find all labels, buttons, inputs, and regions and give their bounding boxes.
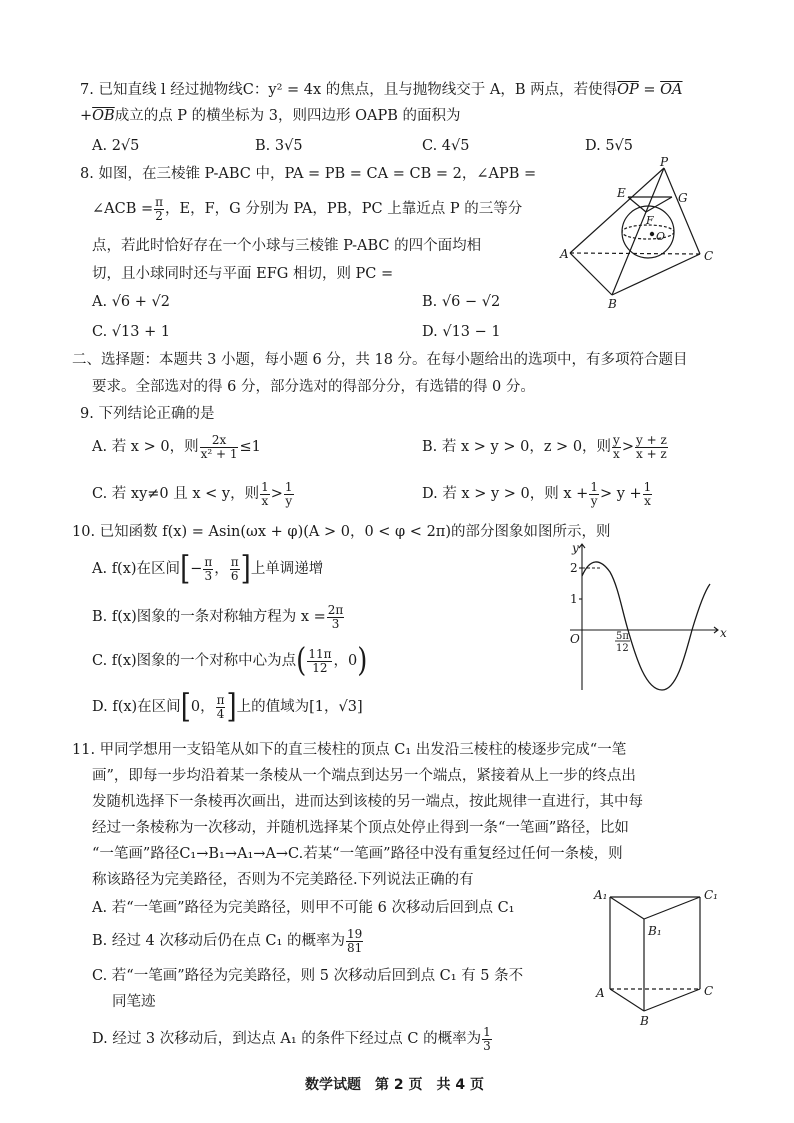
q9-b-gt: > (621, 439, 634, 455)
q10-d-num: π (216, 692, 225, 707)
q8-angle: ∠ACB = (92, 201, 154, 217)
q9-c-pre: C. 若 xy≠0 且 x < y，则 (92, 486, 260, 502)
y-tick-1-label: 1 (570, 592, 578, 606)
q9-c-den2: y (285, 493, 293, 508)
q11-d-den: 3 (483, 1038, 491, 1053)
q8-option-c: C. √13 + 1 (92, 324, 171, 340)
label-o: O (656, 230, 666, 243)
label-b: B (640, 1014, 649, 1028)
q8-stem-line3: 点，若此时恰好存在一个小球与三棱锥 P-ABC 的四个面均相 (92, 238, 482, 254)
q7-line1-text: 7. 已知直线 l 经过抛物线C：y² = 4x 的焦点，且与抛物线交于 A，B 两点，若使得 (80, 82, 618, 98)
q10-option-c (92, 644, 367, 678)
label-a: A (596, 986, 605, 1000)
q10-sine-graph (560, 540, 730, 695)
q7-option-d: D. 5√5 (585, 138, 634, 154)
label-c: C (704, 249, 714, 263)
q10-c-den: 12 (312, 660, 328, 675)
q9-d-den1: y (590, 493, 598, 508)
q10-d-zero: 0， (190, 699, 215, 715)
q11-stem-line2: 画”，即每一步均沿着某一条棱从一个端点到达另一个端点，紧接着从上一步的终点出 (92, 768, 636, 784)
q7-option-b: B. 3√5 (255, 138, 303, 154)
center-point-o (650, 232, 653, 235)
q11-stem-line1: 11. 甲同学想用一支铅笔从如下的直三棱柱的顶点 C₁ 出发沿三棱柱的棱逐步完成“一笔 (72, 742, 627, 758)
q10-a-minus: − (190, 561, 203, 577)
q9-d-den2: x (644, 493, 651, 508)
q9-c-frac1 (260, 481, 270, 508)
q11-stem-line4: 经过一条棱称为一次移动，并随机选择某个顶点处停止得到一条“一笔画”路径，比如 (92, 820, 629, 836)
vector-oa: $\overline{OA}$ (660, 82, 683, 98)
q7-option-c: C. 4√5 (422, 138, 470, 154)
q8-stem-line4: 切，且小球同时还与平面 EFG 相切，则 PC = (92, 266, 394, 282)
q8-stem-line2 (92, 194, 522, 224)
edge-bc (644, 989, 700, 1011)
q9-option-c (92, 477, 295, 511)
q10-b-frac (327, 604, 345, 631)
label-g: G (678, 191, 688, 205)
label-p: P (660, 155, 669, 169)
q10-d-lbracket: [ (180, 688, 191, 726)
q8-line2-text: ，E，F，G 分别为 PA，PB，PC 上靠近点 P 的三等分 (165, 201, 523, 217)
q9-a-num: 2x (200, 434, 239, 448)
q11-d-frac (482, 1026, 492, 1053)
q10-a-post: 上单调递增 (250, 561, 324, 577)
q8-stem-line1: 8. 如图，在三棱锥 P-ABC 中，PA = PB = CA = CB = 2，∠APB = (80, 166, 537, 182)
q10-c-lparen: ( (296, 642, 307, 680)
q11-d-pre: D. 经过 3 次移动后，到达点 A₁ 的条件下经过点 C 的概率为 (92, 1031, 482, 1047)
q9-b-den1: x (613, 446, 620, 461)
q9-c-den1: x (261, 493, 269, 508)
q10-b-pre: B. f(x)图象的一条对称轴方程为 x = (92, 609, 326, 625)
q10-a-rbracket: ] (240, 550, 251, 588)
edge-bc (612, 254, 700, 295)
origin-label: O (570, 632, 580, 646)
q10-c-pre: C. f(x)图象的一个对称中心为点 (92, 653, 297, 669)
label-a: A (560, 247, 569, 261)
sine-curve (582, 562, 710, 690)
q8-fraction (154, 196, 164, 223)
q9-c-num2: 1 (284, 479, 293, 494)
q10-c-frac (307, 648, 332, 675)
q9-d-num1: 1 (590, 479, 598, 494)
q10-c-post: ，0 (333, 653, 358, 669)
q9-a-pre: A. 若 x > 0，则 (92, 439, 199, 455)
q9-b-pre: B. 若 x > y > 0，z > 0，则 (422, 439, 612, 455)
q9-b-frac2 (635, 434, 668, 461)
q7-eq: = (638, 82, 661, 98)
q11-option-d (92, 1022, 493, 1056)
q9-b-frac1 (612, 434, 621, 461)
q11-d-num: 1 (483, 1024, 491, 1039)
q11-stem-line3: 发随机选择下一条棱再次画出，进而达到该棱的另一端点，按此规律一直进行，其中每 (92, 794, 643, 810)
q11-prism-figure (590, 885, 730, 1035)
q9-option-d (422, 477, 653, 511)
q9-stem: 9. 下列结论正确的是 (80, 406, 215, 422)
q11-option-a: A. 若“一笔画”路径为完美路径，则甲不可能 6 次移动后回到点 C₁ (92, 900, 515, 916)
q9-c-frac2 (284, 481, 294, 508)
q9-d-frac2 (643, 481, 653, 508)
q10-a-d2: 6 (230, 568, 239, 583)
q8-option-b: B. √6 − √2 (422, 294, 501, 310)
q10-a-frac2 (230, 556, 240, 583)
vector-op: $\overline{OP}$ (617, 82, 639, 98)
q9-b-num2: y + z (635, 432, 667, 447)
q9-c-num1: 1 (261, 479, 269, 494)
q10-a-n2: π (230, 554, 239, 569)
x-tick-den: 12 (616, 643, 629, 654)
q10-d-frac (216, 694, 226, 721)
q10-c-rparen: ) (357, 642, 368, 680)
section2-heading-line2: 要求。全部选对的得 6 分，部分选对的得部分分，有选错的得 0 分。 (92, 379, 535, 395)
q9-a-post: ≤1 (239, 439, 261, 455)
label-c1: C₁ (704, 888, 718, 902)
q10-a-pre: A. f(x)在区间 (92, 561, 181, 577)
q9-d-mid: > y + (599, 486, 642, 502)
label-e: E (617, 186, 626, 200)
label-b: B (608, 297, 617, 311)
label-b1: B₁ (648, 924, 662, 938)
q9-option-a (92, 430, 261, 464)
label-f: F (646, 214, 654, 227)
y-tick-2-label: 2 (570, 561, 578, 575)
edge-ab (610, 989, 644, 1011)
q9-d-frac1 (589, 481, 599, 508)
edge-ab (570, 253, 612, 295)
q10-a-comma: ， (214, 561, 229, 577)
q10-c-num: 11π (308, 646, 332, 661)
edge-pa (570, 168, 664, 253)
q10-b-den: 3 (331, 616, 340, 631)
q10-d-pre: D. f(x)在区间 (92, 699, 181, 715)
y-axis-label: y (572, 541, 579, 555)
q9-d-pre: D. 若 x > y > 0，则 x + (422, 486, 589, 502)
q9-a-den: x² + 1 (200, 446, 238, 461)
q10-b-num: 2π (327, 602, 344, 617)
q10-a-n1: π (204, 554, 213, 569)
q11-b-pre: B. 经过 4 次移动后仍在点 C₁ 的概率为 (92, 933, 345, 949)
q11-b-num: 19 (346, 926, 363, 941)
q11-option-b (92, 924, 364, 958)
edge-pc (664, 168, 700, 254)
q9-b-num1: y (613, 432, 620, 447)
q10-option-a (92, 552, 323, 586)
q10-d-rbracket: ] (226, 688, 237, 726)
q7-line2-text: 成立的点 P 的横坐标为 3，则四边形 OAPB 的面积为 (114, 108, 461, 124)
q8-pyramid-figure (560, 155, 720, 311)
q10-a-frac1 (203, 556, 213, 583)
x-tick-num: 5π (616, 631, 629, 642)
q9-a-frac (200, 434, 239, 461)
edge-fg (646, 197, 672, 212)
q11-b-frac (346, 928, 363, 955)
q10-stem: 10. 已知函数 f(x) = Asin(ωx + φ)(A > 0，0 < φ < 2π)的部分图象如图所示，则 (72, 524, 611, 540)
q8-option-a: A. √6 + √2 (92, 294, 170, 310)
q11-option-c-line1: C. 若“一笔画”路径为完美路径，则 5 次移动后回到点 C₁ 有 5 条不 (92, 968, 524, 984)
q10-option-b (92, 600, 345, 634)
q9-option-b (422, 430, 669, 464)
vector-ob: $\overline{OB}$ (92, 108, 115, 124)
x-axis-label: x (720, 626, 727, 640)
q11-option-c-line2: 同笔迹 (112, 994, 156, 1010)
edge-a1b1 (610, 897, 644, 919)
q7-stem-line2 (80, 106, 461, 126)
q11-stem-line5: “一笔画”路径C₁→B₁→A₁→A→C.若某“一笔画”路径中没有重复经过任何一条棱，则 (92, 846, 623, 862)
q9-c-gt: > (270, 486, 283, 502)
edge-b1c1 (644, 897, 700, 919)
page-footer: 数学试题 第 2 页 共 4 页 (305, 1077, 484, 1093)
label-a1: A₁ (594, 888, 608, 902)
q7-option-a: A. 2√5 (92, 138, 140, 154)
q10-a-d1: 3 (204, 568, 213, 583)
q7-plus: + (80, 108, 93, 124)
q11-b-den: 81 (346, 940, 363, 955)
q10-d-den: 4 (216, 706, 225, 721)
q10-d-post: 上的值域为[1，√3] (236, 699, 363, 715)
edge-ef (628, 197, 646, 212)
q9-d-num2: 1 (643, 479, 652, 494)
q8-option-d: D. √13 − 1 (422, 324, 501, 340)
q10-a-lbracket: [ (180, 550, 191, 588)
q8-frac-num: π (155, 194, 164, 209)
q8-frac-den: 2 (155, 208, 163, 223)
q10-option-d (92, 690, 363, 724)
q7-stem-line1 (80, 80, 683, 100)
label-c: C (704, 984, 714, 998)
q11-stem-line6: 称该路径为完美路径，否则为不完美路径.下列说法正确的有 (92, 872, 474, 888)
section2-heading-line1: 二、选择题：本题共 3 小题，每小题 6 分，共 18 分。在每小题给出的选项中，有多项符合题目 (72, 352, 688, 368)
q9-b-den2: x + z (635, 446, 667, 461)
sphere-equator (622, 225, 674, 239)
